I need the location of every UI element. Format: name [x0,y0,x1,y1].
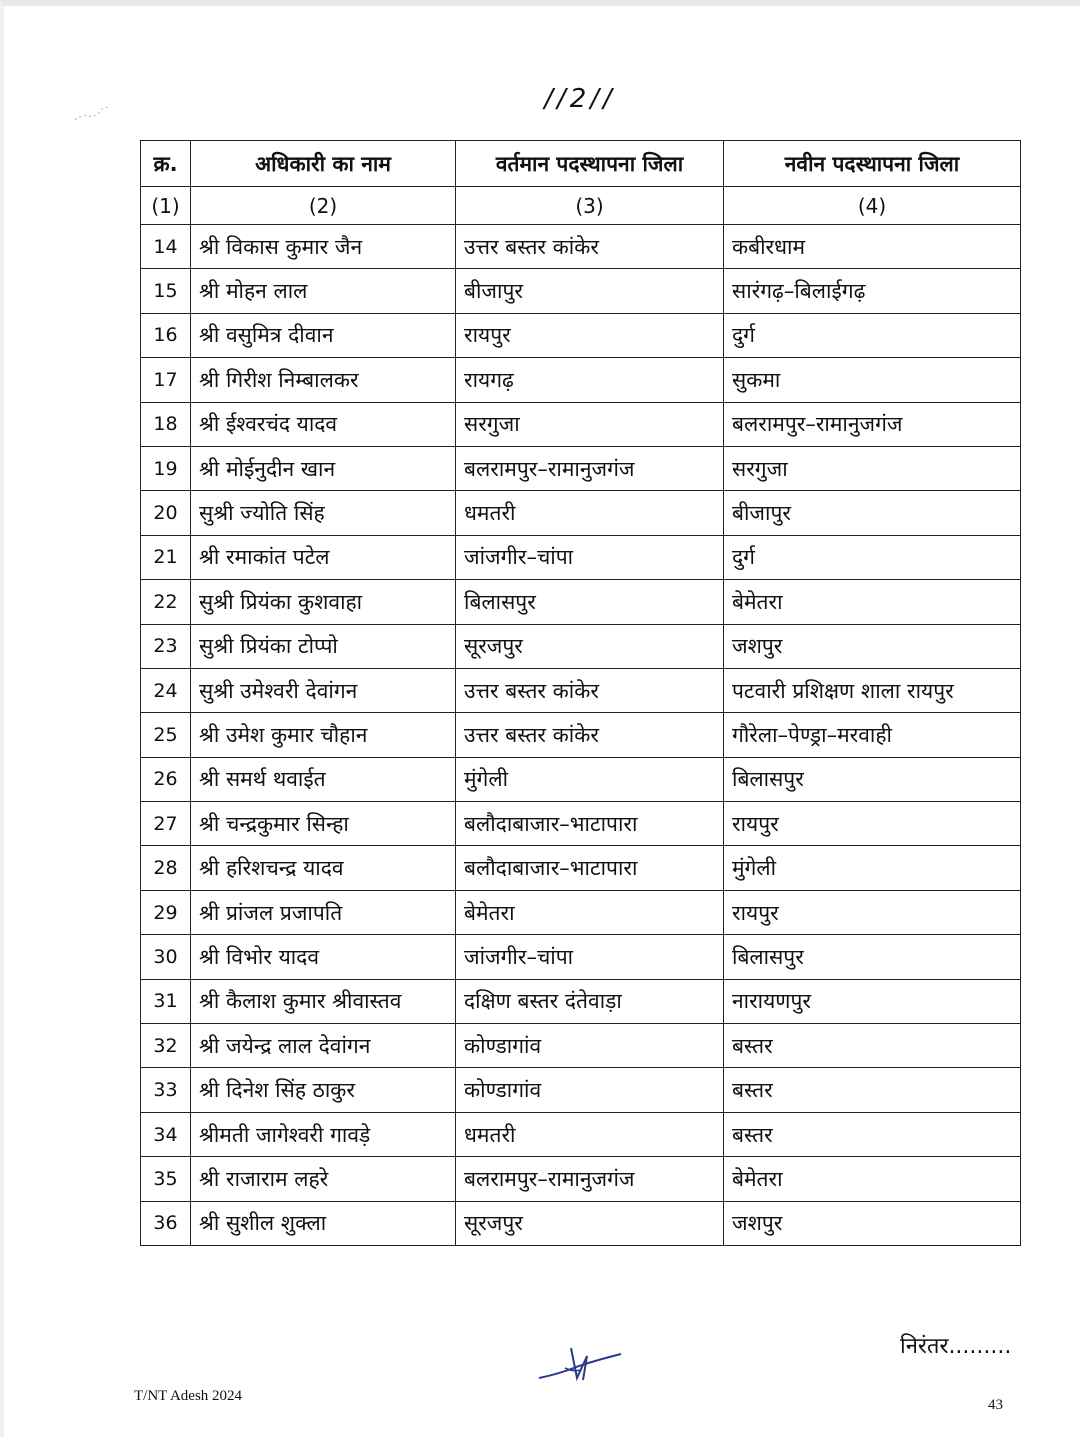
new-district-cell: रायपुर [724,890,1021,934]
new-district-cell: बस्तर [724,1024,1021,1068]
new-district-cell: मुंगेली [724,846,1021,890]
current-district-cell: सरगुजा [456,402,724,446]
table-row [141,935,1021,979]
current-district-cell: कोण्डागांव [456,1068,724,1112]
current-district-cell: सूरजपुर [456,624,724,668]
new-district-cell: दुर्ग [724,313,1021,357]
officer-name-cell: सुश्री प्रियंका टोप्पो [191,624,456,668]
new-district-cell: बीजापुर [724,491,1021,535]
officer-name-cell: सुश्री ज्योति सिंह [191,491,456,535]
new-district-cell: गौरेला–पेण्ड्रा–मरवाही [724,713,1021,757]
page-marker: //2// [544,84,616,114]
new-district-cell: बिलासपुर [724,757,1021,801]
officer-name-cell: श्री दिनेश सिंह ठाकुर [191,1068,456,1112]
officer-name-cell: श्री प्रांजल प्रजापति [191,890,456,934]
serial-cell: 29 [141,890,191,934]
current-district-cell: रायपुर [456,313,724,357]
table-row [141,624,1021,668]
current-district-cell: उत्तर बस्तर कांकेर [456,713,724,757]
officer-name-cell: सुश्री प्रियंका कुशवाहा [191,580,456,624]
officer-name-cell: श्री रमाकांत पटेल [191,535,456,579]
table-row [141,890,1021,934]
new-district-cell: बेमेतरा [724,580,1021,624]
current-district-cell: बलरामपुर–रामानुजगंज [456,446,724,490]
serial-cell: 15 [141,269,191,313]
column-number-row [141,187,1021,225]
table-row [141,713,1021,757]
serial-cell: 25 [141,713,191,757]
officer-name-cell: श्री कैलाश कुमार श्रीवास्तव [191,979,456,1023]
transfer-table [140,140,1021,1246]
officer-name-cell: श्री उमेश कुमार चौहान [191,713,456,757]
column-number: (2) [191,187,456,225]
serial-cell: 14 [141,225,191,269]
officer-name-cell: श्री मोईनुदीन खान [191,446,456,490]
serial-cell: 21 [141,535,191,579]
current-district-cell: रायगढ़ [456,358,724,402]
continued-note: निरंतर......... [900,1334,1012,1359]
table-row [141,1068,1021,1112]
current-district-cell: बलरामपुर–रामानुजगंज [456,1157,724,1201]
current-district-cell: बलौदाबाजार–भाटापारा [456,846,724,890]
officer-name-cell: श्री गिरीश निम्बालकर [191,358,456,402]
serial-cell: 30 [141,935,191,979]
column-number: (4) [724,187,1021,225]
table-row [141,446,1021,490]
serial-cell: 32 [141,1024,191,1068]
table-body [141,225,1021,1246]
officer-name-cell: श्री मोहन लाल [191,269,456,313]
table-row [141,757,1021,801]
header-new-district: नवीन पदस्थापना जिला [724,141,1021,187]
new-district-cell: बेमेतरा [724,1157,1021,1201]
current-district-cell: उत्तर बस्तर कांकेर [456,668,724,712]
new-district-cell: नारायणपुर [724,979,1021,1023]
serial-cell: 19 [141,446,191,490]
officer-name-cell: सुश्री उमेश्वरी देवांगन [191,668,456,712]
table-row [141,580,1021,624]
table-row [141,1024,1021,1068]
officer-name-cell: श्री चन्द्रकुमार सिन्हा [191,802,456,846]
new-district-cell: दुर्ग [724,535,1021,579]
officer-name-cell: श्री जयेन्द्र लाल देवांगन [191,1024,456,1068]
new-district-cell: बलरामपुर–रामानुजगंज [724,402,1021,446]
current-district-cell: धमतरी [456,1112,724,1156]
serial-cell: 31 [141,979,191,1023]
table-row [141,1157,1021,1201]
page-number: 43 [988,1397,1003,1413]
header-serial: क्र. [141,141,191,187]
current-district-cell: दक्षिण बस्तर दंतेवाड़ा [456,979,724,1023]
officer-name-cell: श्री समर्थ थवाईत [191,757,456,801]
new-district-cell: कबीरधाम [724,225,1021,269]
table-row [141,846,1021,890]
serial-cell: 28 [141,846,191,890]
current-district-cell: जांजगीर–चांपा [456,935,724,979]
table-row [141,313,1021,357]
column-number: (3) [456,187,724,225]
serial-cell: 33 [141,1068,191,1112]
new-district-cell: बस्तर [724,1112,1021,1156]
document-reference: T/NT Adesh 2024 [134,1388,243,1404]
column-number: (1) [141,187,191,225]
serial-cell: 23 [141,624,191,668]
officer-name-cell: श्री विभोर यादव [191,935,456,979]
table-row [141,802,1021,846]
serial-cell: 24 [141,668,191,712]
table-row [141,979,1021,1023]
new-district-cell: जशपुर [724,1201,1021,1245]
officer-name-cell: श्री विकास कुमार जैन [191,225,456,269]
serial-cell: 16 [141,313,191,357]
table-row [141,1201,1021,1245]
officer-name-cell: श्रीमती जागेश्वरी गावड़े [191,1112,456,1156]
table-row [141,535,1021,579]
officer-name-cell: श्री राजाराम लहरे [191,1157,456,1201]
signature [535,1338,625,1386]
serial-cell: 17 [141,358,191,402]
serial-cell: 36 [141,1201,191,1245]
current-district-cell: बेमेतरा [456,890,724,934]
officer-name-cell: श्री ईश्वरचंद यादव [191,402,456,446]
table-row [141,225,1021,269]
officer-name-cell: श्री वसुमित्र दीवान [191,313,456,357]
serial-cell: 26 [141,757,191,801]
current-district-cell: जांजगीर–चांपा [456,535,724,579]
current-district-cell: धमतरी [456,491,724,535]
new-district-cell: पटवारी प्रशिक्षण शाला रायपुर [724,668,1021,712]
new-district-cell: रायपुर [724,802,1021,846]
table-row [141,269,1021,313]
serial-cell: 34 [141,1112,191,1156]
officer-name-cell: श्री हरिशचन्द्र यादव [191,846,456,890]
current-district-cell: बीजापुर [456,269,724,313]
serial-cell: 20 [141,491,191,535]
current-district-cell: सूरजपुर [456,1201,724,1245]
current-district-cell: कोण्डागांव [456,1024,724,1068]
table-row [141,358,1021,402]
serial-cell: 35 [141,1157,191,1201]
new-district-cell: सुकमा [724,358,1021,402]
serial-cell: 18 [141,402,191,446]
table-header-row [141,141,1021,187]
current-district-cell: बिलासपुर [456,580,724,624]
new-district-cell: जशपुर [724,624,1021,668]
new-district-cell: सरगुजा [724,446,1021,490]
serial-cell: 22 [141,580,191,624]
table-row [141,1112,1021,1156]
current-district-cell: बलौदाबाजार–भाटापारा [456,802,724,846]
header-current-district: वर्तमान पदस्थापना जिला [456,141,724,187]
new-district-cell: बस्तर [724,1068,1021,1112]
current-district-cell: उत्तर बस्तर कांकेर [456,225,724,269]
serial-cell: 27 [141,802,191,846]
table-row [141,491,1021,535]
header-officer-name: अधिकारी का नाम [191,141,456,187]
table-row [141,668,1021,712]
new-district-cell: बिलासपुर [724,935,1021,979]
new-district-cell: सारंगढ़–बिलाईगढ़ [724,269,1021,313]
table-row [141,402,1021,446]
officer-name-cell: श्री सुशील शुक्ला [191,1201,456,1245]
current-district-cell: मुंगेली [456,757,724,801]
